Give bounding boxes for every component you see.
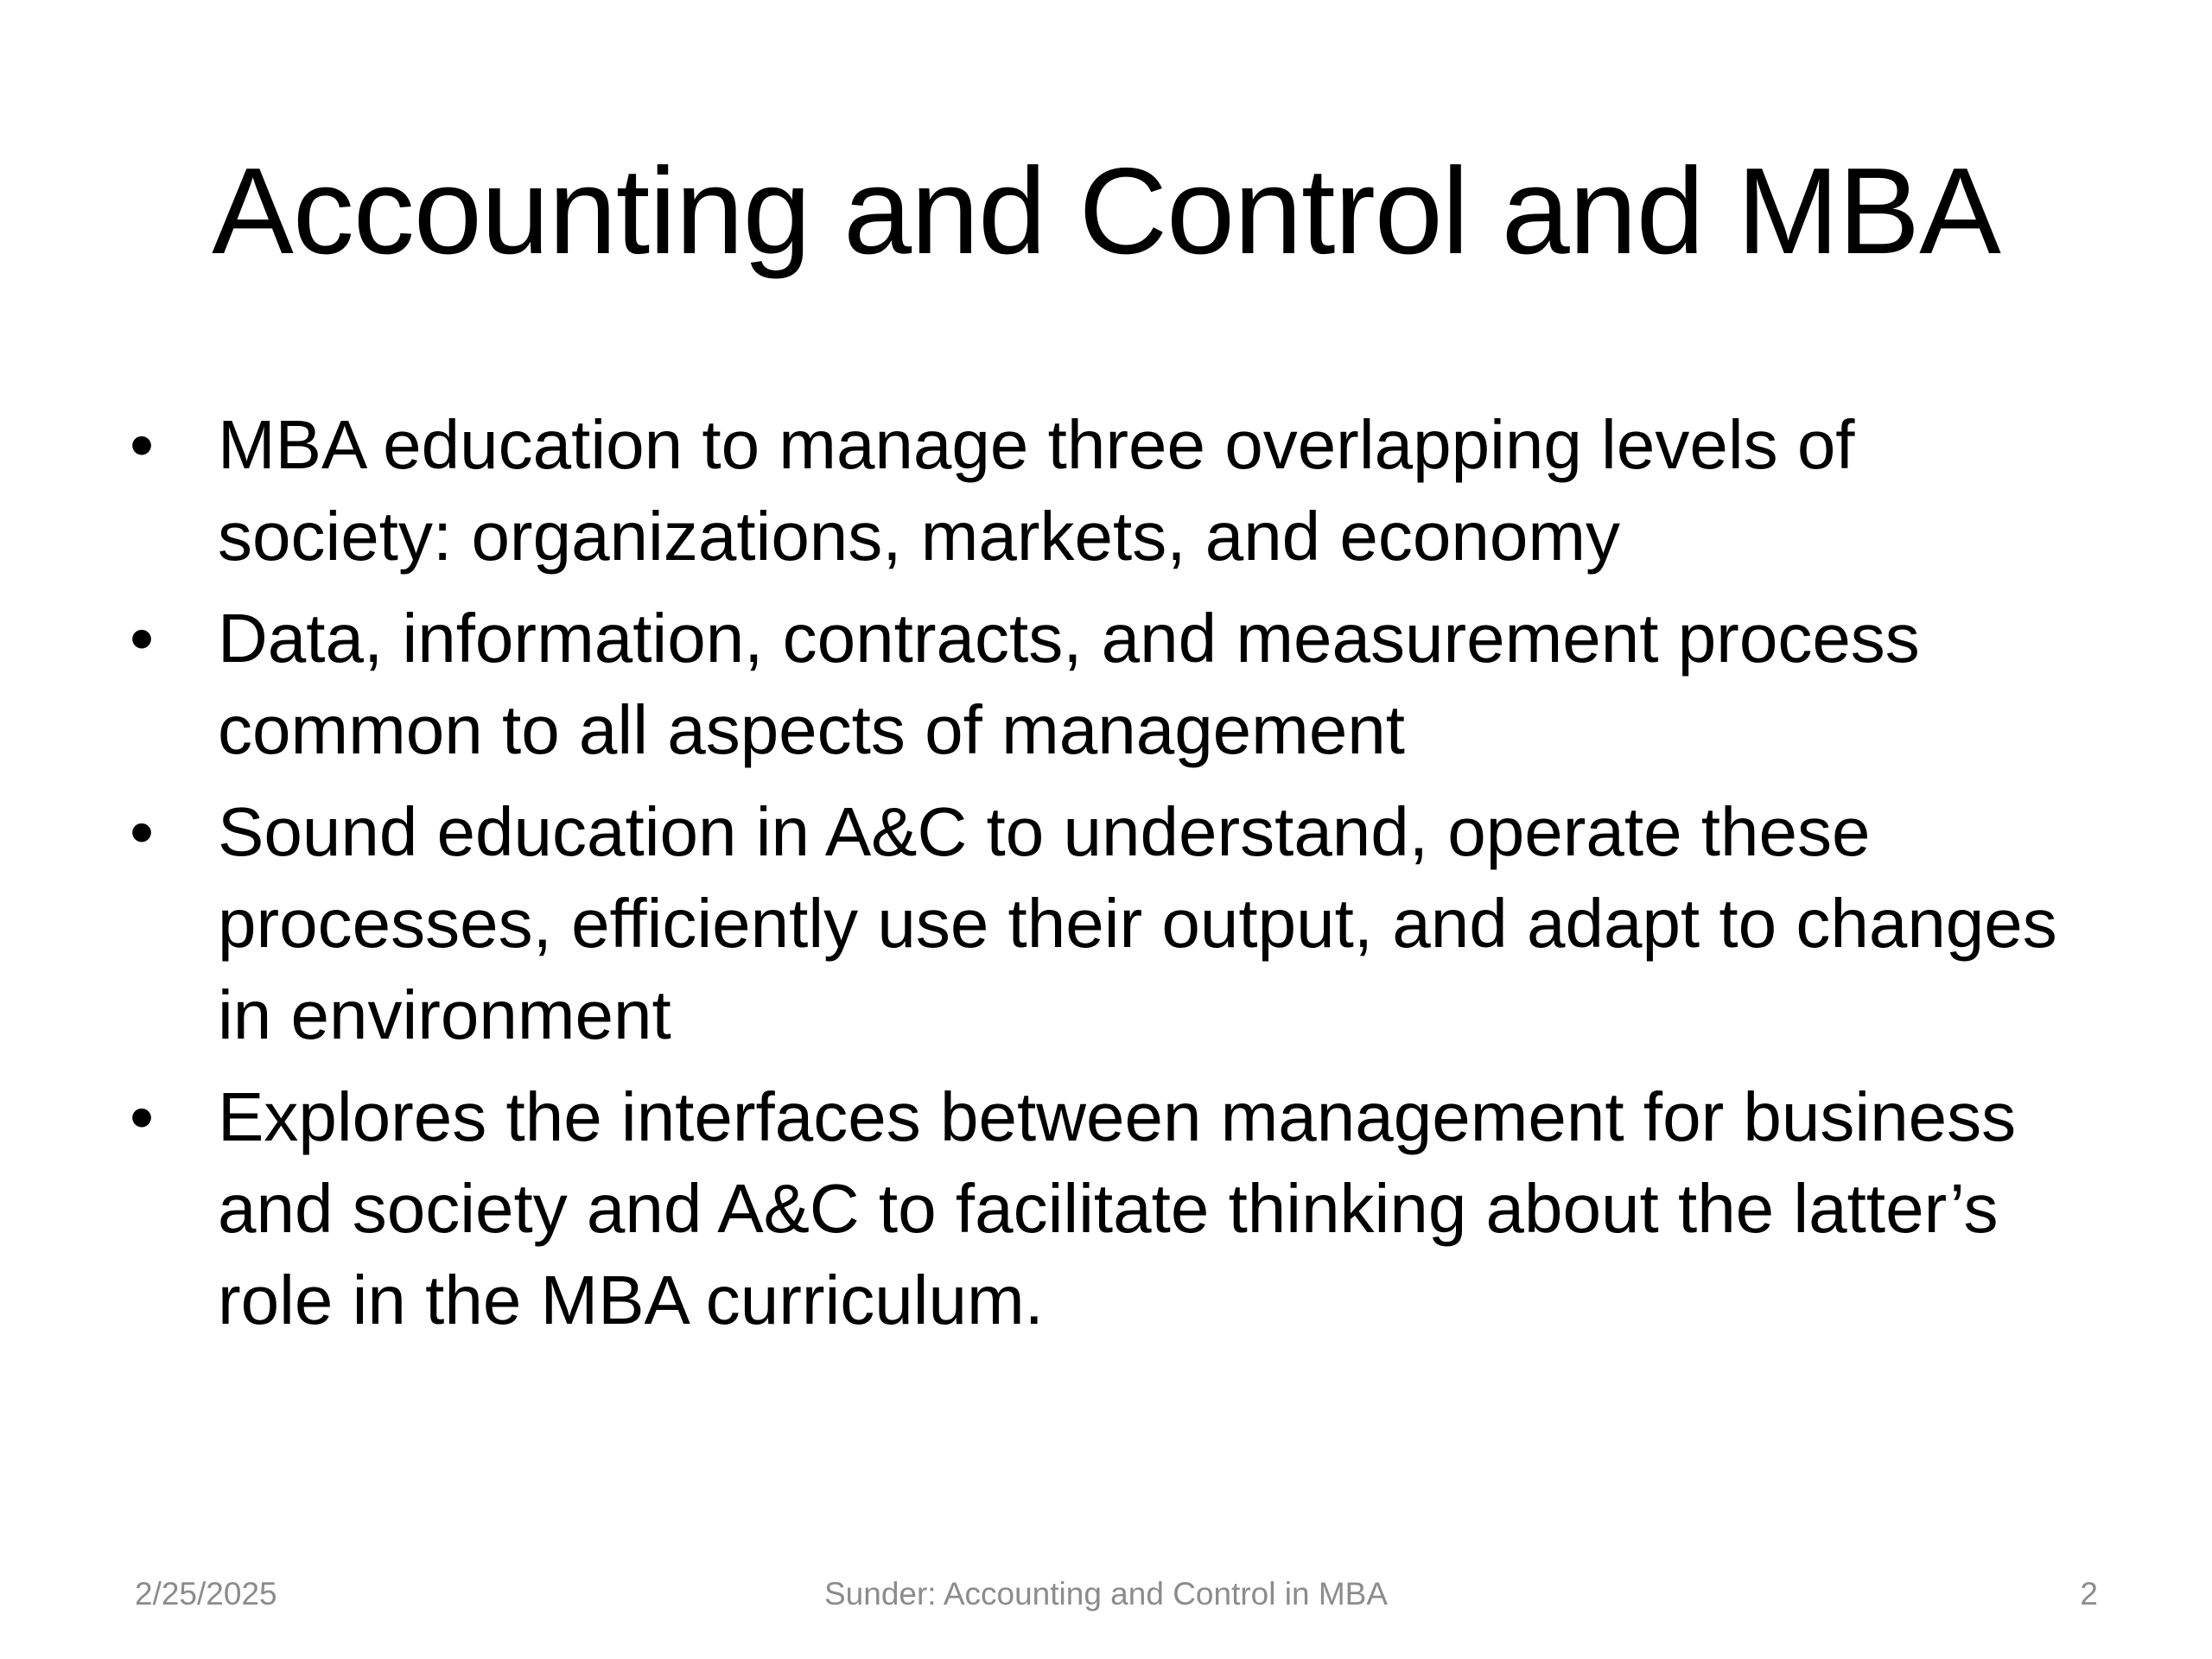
footer-title: Sunder: Accounting and Control in MBA <box>824 1576 1388 1611</box>
bullet-icon: • <box>130 1078 155 1155</box>
bullet-icon: • <box>130 600 155 677</box>
page-number: 2 <box>2080 1576 2098 1611</box>
slide-title: Accounting and Control and MBA <box>212 143 2000 280</box>
bullet-item <box>128 1071 2107 1346</box>
bullet-icon: • <box>130 793 155 870</box>
bullet-item <box>128 399 2107 582</box>
bullet-text: Sound education in A&C to understand, operate these processes, efficiently use their output, and adapt to changes in environment <box>218 793 2057 1053</box>
bullet-text: Explores the interfaces between management for business and society and A&C to facilitate thinking about the latter’s role in the MBA curriculum. <box>218 1078 2017 1338</box>
footer-date: 2/25/2025 <box>135 1576 277 1611</box>
bullet-list <box>128 399 2107 1357</box>
bullet-text: MBA education to manage three overlapping levels of society: organizations, markets, and economy <box>218 406 1855 575</box>
bullet-text: Data, information, contracts, and measurement process common to all aspects of management <box>218 600 1920 768</box>
bullet-item <box>128 786 2107 1061</box>
bullet-icon: • <box>130 406 155 483</box>
bullet-item <box>128 593 2107 776</box>
